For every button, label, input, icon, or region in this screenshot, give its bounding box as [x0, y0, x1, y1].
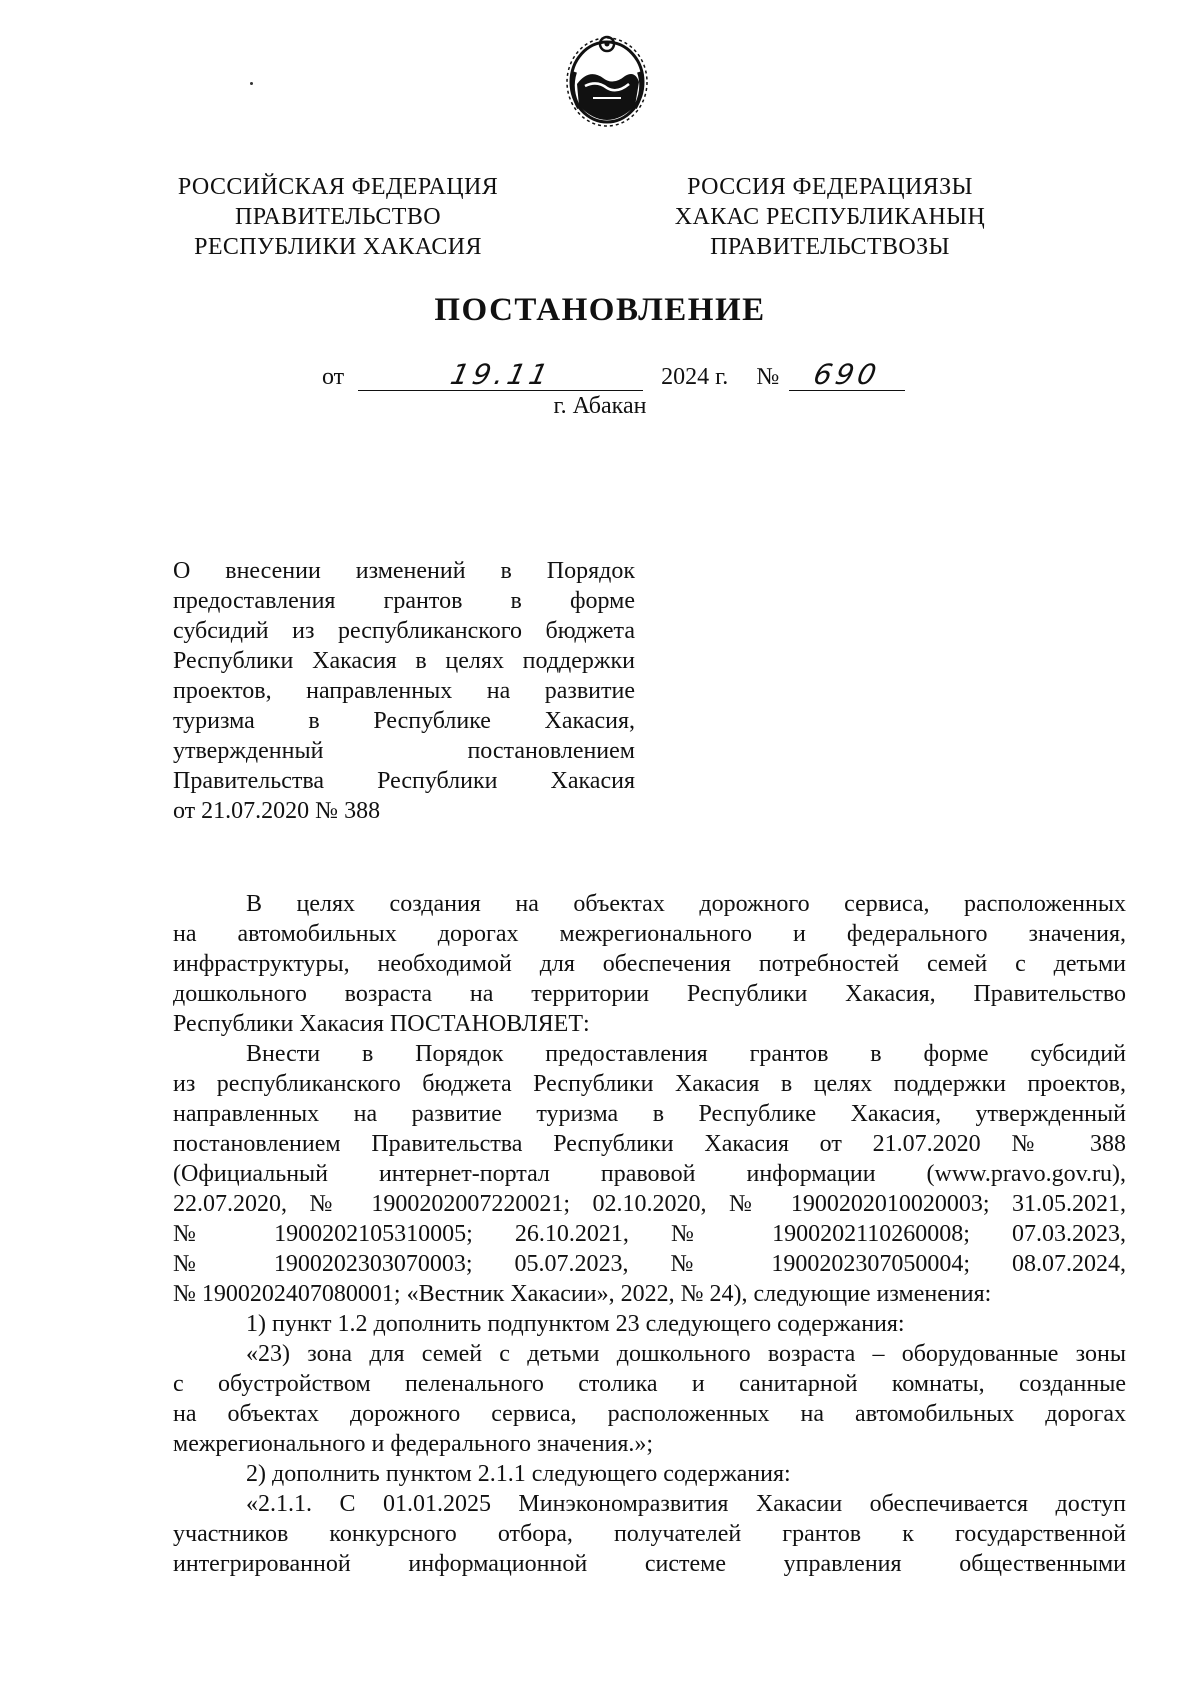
year-label: 2024 г.	[661, 364, 729, 390]
body-line: межрегионального и федерального значения.»;	[173, 1431, 654, 1457]
subject-line: от 21.07.2020 № 388	[173, 798, 381, 824]
body-line: дошкольного возраста на территории Республики Хакасия, Правительство	[173, 981, 1126, 1007]
header-right	[660, 172, 1000, 262]
body-line: № 1900202407080001; «Вестник Хакасии», 2022, № 24), следующие изменения:	[173, 1281, 992, 1307]
subject-block	[173, 556, 635, 826]
header-left-line: ПРАВИТЕЛЬСТВО	[235, 204, 441, 230]
body-line: на автомобильных дорогах межрегионального и федерального значения,	[173, 921, 1126, 947]
header-left-line: РЕСПУБЛИКИ ХАКАСИЯ	[194, 234, 482, 260]
body-line: № 1900202303070003; 05.07.2023, № 1900202307050004; 08.07.2024,	[173, 1251, 1126, 1277]
body-line: 2) дополнить пунктом 2.1.1 следующего содержания:	[246, 1461, 791, 1487]
number-label: №	[756, 364, 780, 390]
from-label: от	[322, 364, 345, 390]
date-field	[358, 360, 643, 391]
body-line: Республики Хакасия ПОСТАНОВЛЯЕТ:	[173, 1011, 590, 1037]
body-line: из республиканского бюджета Республики Хакасия в целях поддержки проектов,	[173, 1071, 1126, 1097]
body-line: 22.07.2020, № 1900202007220021; 02.10.2020, № 1900202010020003; 31.05.2021,	[173, 1191, 1126, 1217]
handwritten-date: 19.11	[447, 358, 555, 391]
subject-line: предоставления грантов в форме	[173, 588, 635, 614]
body-line: интегрированной информационной системе управления общественными	[173, 1551, 1126, 1577]
body-line: участников конкурсного отбора, получателей грантов к государственной	[173, 1521, 1126, 1547]
body-line: (Официальный интернет-портал правовой информации (www.pravo.gov.ru),	[173, 1161, 1126, 1187]
subject-line: проектов, направленных на развитие	[173, 678, 635, 704]
body-line: на объектах дорожного сервиса, расположенных на автомобильных дорогах	[173, 1401, 1126, 1427]
scan-speck	[250, 82, 253, 85]
body-line: инфраструктуры, необходимой для обеспечения потребностей семей с детьми	[173, 951, 1126, 977]
subject-line: туризма в Республике Хакасия,	[173, 708, 635, 734]
body-line: Внести в Порядок предоставления грантов в форме субсидий	[246, 1041, 1126, 1067]
subject-line: субсидий из республиканского бюджета	[173, 618, 635, 644]
subject-line: О внесении изменений в Порядок	[173, 558, 635, 584]
subject-line: Республики Хакасия в целях поддержки	[173, 648, 635, 674]
body-line: с обустройством пеленального столика и санитарной комнаты, созданные	[173, 1371, 1126, 1397]
number-field	[789, 360, 905, 391]
header-left-line: РОССИЙСКАЯ ФЕДЕРАЦИЯ	[177, 174, 499, 200]
handwritten-number: 690	[811, 358, 884, 391]
subject-line: Правительства Республики Хакасия	[173, 768, 635, 794]
header-right-line: ПРАВИТЕЛЬСТВОЗЫ	[710, 234, 950, 260]
subject-line: утвержденный постановлением	[173, 738, 635, 764]
body-line: направленных на развитие туризма в Республике Хакасия, утвержденный	[173, 1101, 1126, 1127]
body-line: постановлением Правительства Республики Хакасия от 21.07.2020 № 388	[173, 1131, 1126, 1157]
body-line: «23) зона для семей с детьми дошкольного возраста – оборудованные зоны	[246, 1341, 1126, 1367]
body-line: «2.1.1. С 01.01.2025 Минэкономразвития Хакасии обеспечивается доступ	[246, 1491, 1126, 1517]
header-right-line: РОССИЯ ФЕДЕРАЦИЯЗЫ	[687, 174, 973, 200]
body-line: 1) пункт 1.2 дополнить подпунктом 23 следующего содержания:	[246, 1311, 905, 1337]
coat-of-arms-icon	[563, 32, 651, 128]
body-text	[173, 889, 1126, 1579]
body-line: № 1900202105310005; 26.10.2021, № 1900202110260008; 07.03.2023,	[173, 1221, 1126, 1247]
header-left	[168, 172, 508, 262]
body-line: В целях создания на объектах дорожного сервиса, расположенных	[246, 891, 1126, 917]
date-line	[322, 360, 905, 392]
header-right-line: ХАКАС РЕСПУБЛИКАНЫҢ	[674, 204, 986, 230]
city: г. Абакан	[553, 393, 647, 419]
document-title: ПОСТАНОВЛЕНИЕ	[434, 292, 766, 328]
